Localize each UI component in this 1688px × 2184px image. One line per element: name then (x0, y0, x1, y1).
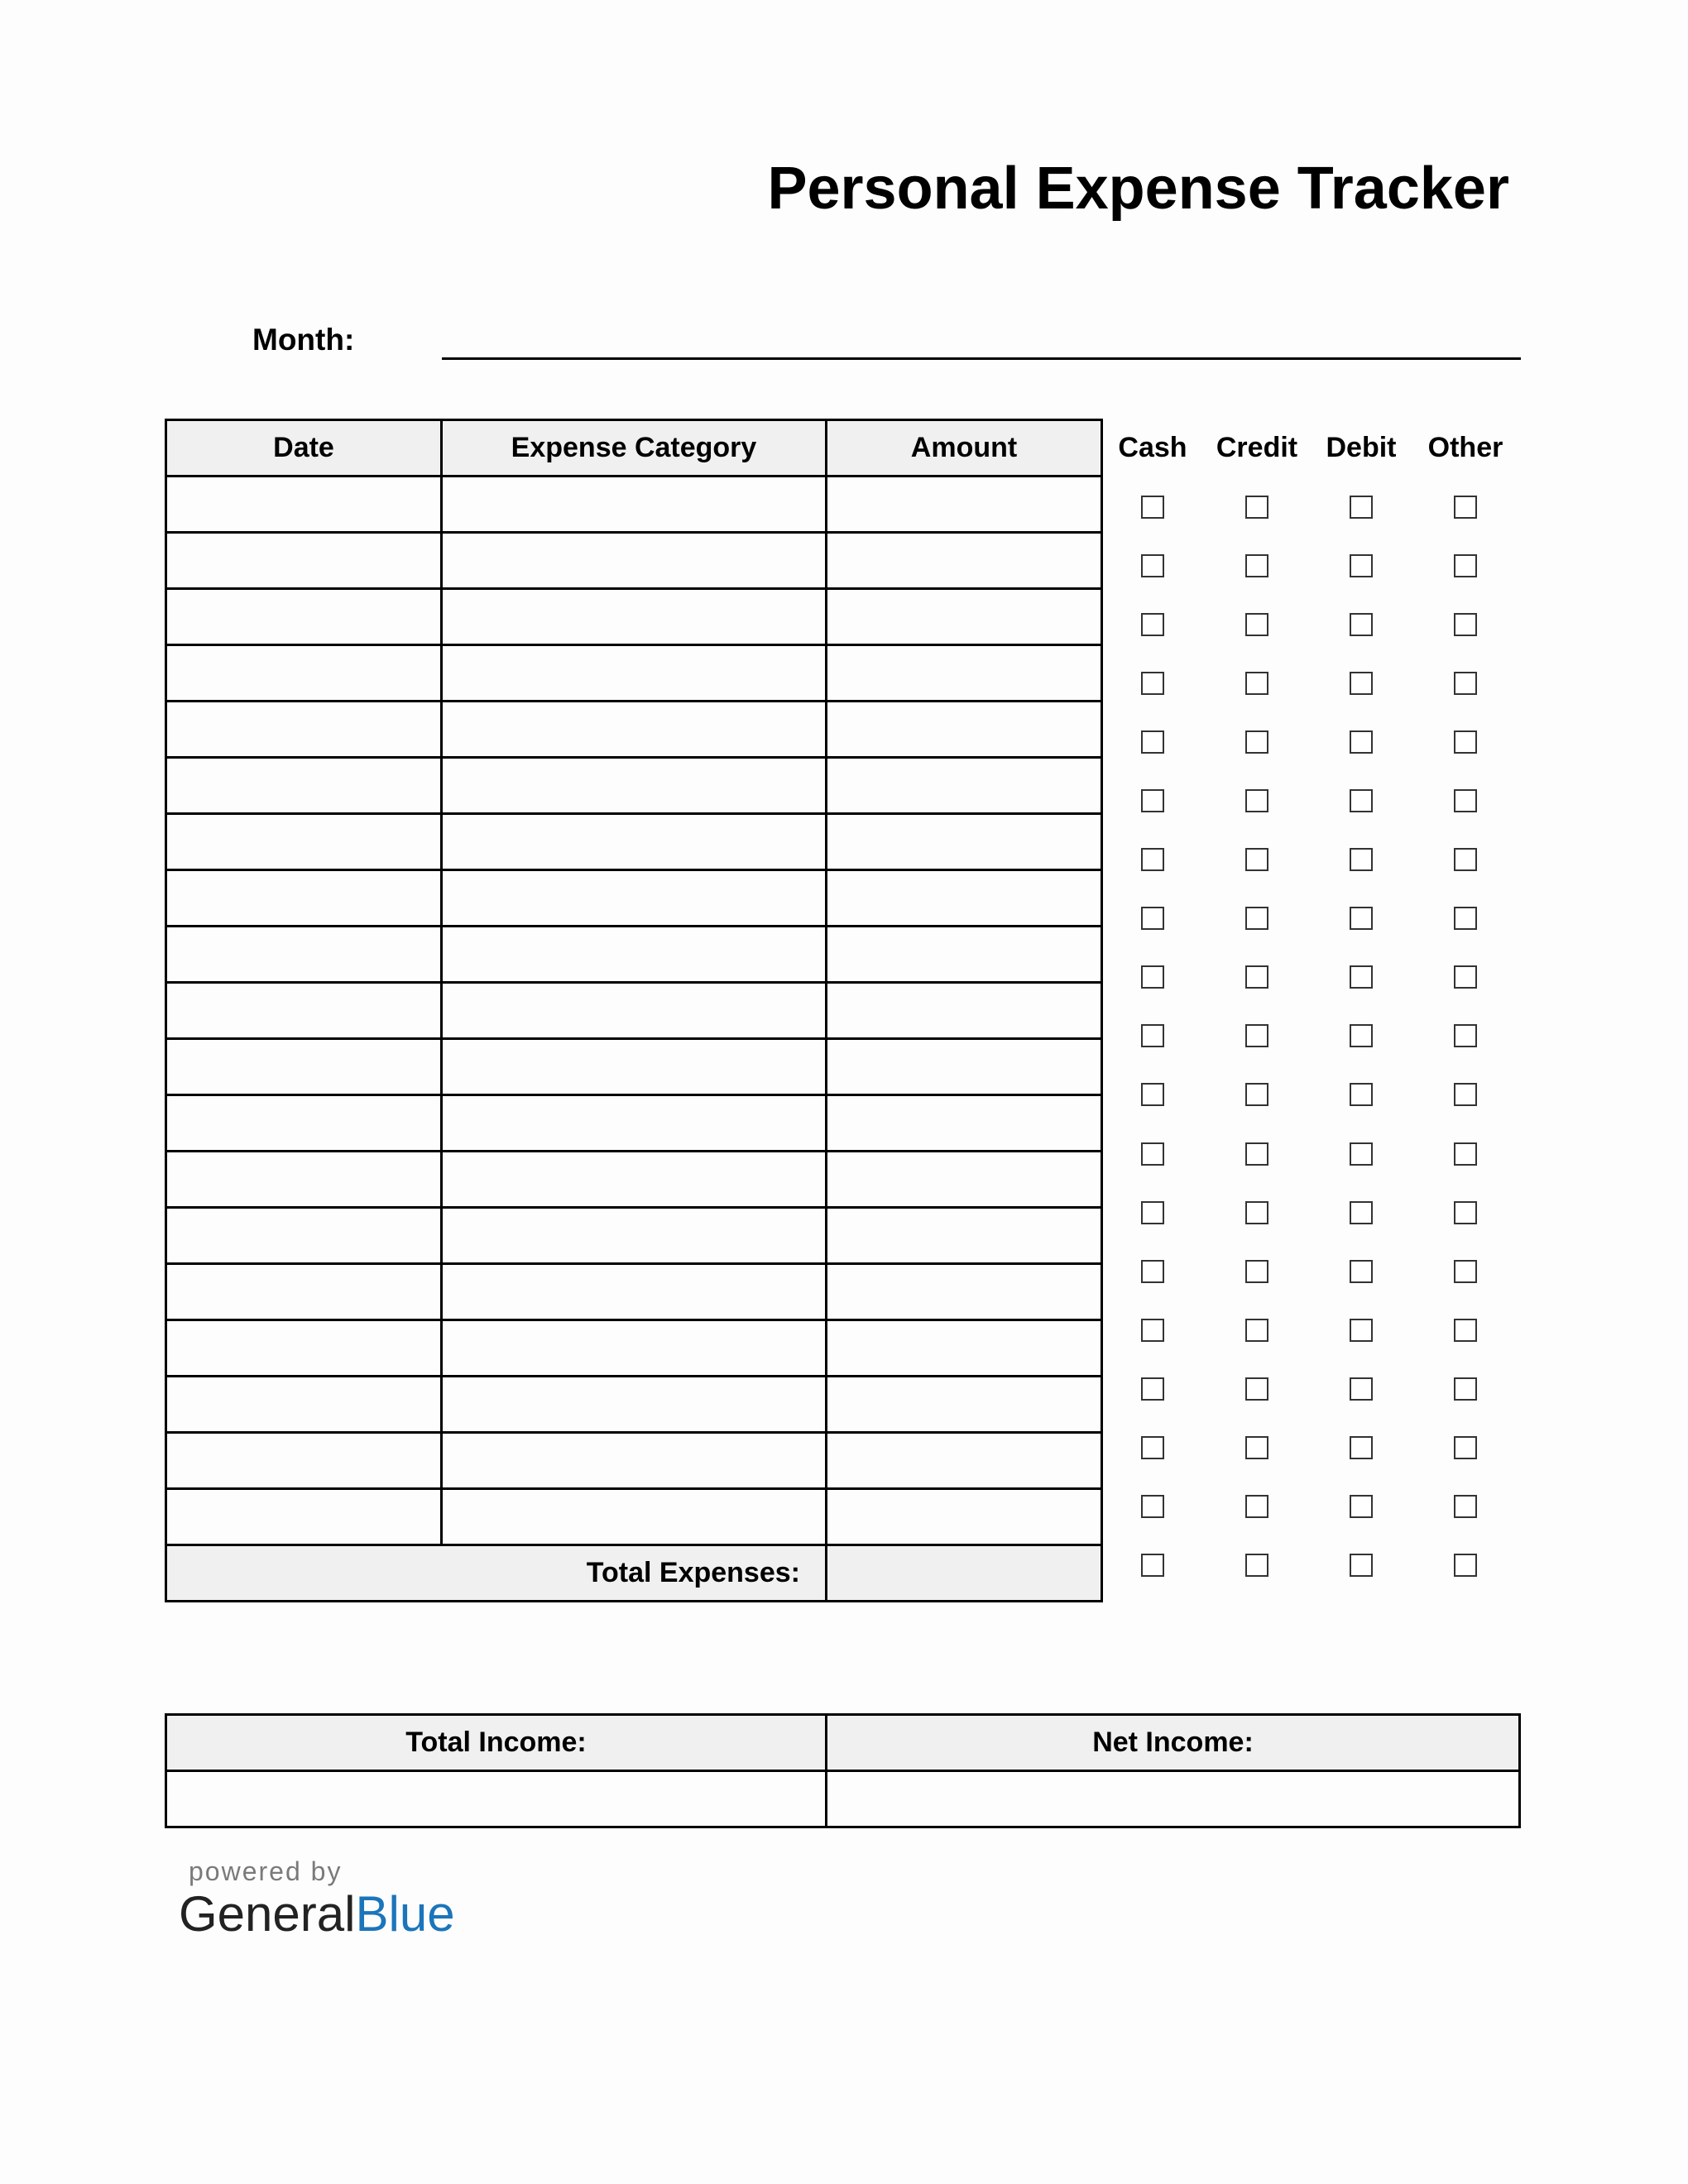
date-cell[interactable] (166, 1152, 442, 1208)
checkbox-cell (1101, 1377, 1205, 1401)
checkbox-cell (1309, 1319, 1413, 1342)
amount-cell[interactable] (827, 1377, 1102, 1433)
checkbox-cell (1205, 672, 1309, 695)
expense-category-cell[interactable] (442, 1320, 827, 1377)
amount-cell[interactable] (827, 589, 1102, 645)
checkbox-cell (1309, 907, 1413, 930)
checkbox-cell (1413, 1142, 1518, 1166)
cash-checkbox[interactable] (1141, 789, 1164, 812)
other-checkbox[interactable] (1454, 496, 1477, 519)
date-cell[interactable] (166, 814, 442, 870)
checkbox-cell (1309, 1201, 1413, 1224)
checkbox-cell (1205, 554, 1309, 577)
checkbox-row (1101, 771, 1531, 830)
credit-checkbox[interactable] (1245, 1201, 1268, 1224)
date-cell[interactable] (166, 589, 442, 645)
cash-checkbox[interactable] (1141, 1554, 1164, 1577)
date-cell[interactable] (166, 758, 442, 814)
other-checkbox[interactable] (1454, 1377, 1477, 1401)
credit-checkbox[interactable] (1245, 789, 1268, 812)
checkbox-cell (1413, 1436, 1518, 1459)
credit-checkbox[interactable] (1245, 1495, 1268, 1518)
other-checkbox[interactable] (1454, 1083, 1477, 1106)
expense-category-cell[interactable] (442, 1152, 827, 1208)
table-row (166, 1320, 1102, 1377)
income-table (165, 1713, 1521, 1828)
table-row (166, 758, 1102, 814)
checkbox-cell (1413, 965, 1518, 989)
checkbox-cell (1309, 554, 1413, 577)
checkbox-row (1101, 1007, 1531, 1066)
debit-checkbox[interactable] (1350, 1083, 1373, 1106)
other-checkbox[interactable] (1454, 1436, 1477, 1459)
checkbox-cell (1309, 965, 1413, 989)
expense-category-cell[interactable] (442, 702, 827, 758)
checkbox-row (1101, 889, 1531, 948)
brand-name-part1: General (179, 1886, 356, 1942)
expense-category-cell[interactable] (442, 927, 827, 983)
checkbox-cell (1205, 1436, 1309, 1459)
cash-checkbox[interactable] (1141, 496, 1164, 519)
credit-checkbox[interactable] (1245, 1436, 1268, 1459)
checkbox-cell (1413, 1260, 1518, 1283)
date-cell[interactable] (166, 477, 442, 533)
checkbox-cell (1309, 1260, 1413, 1283)
debit-checkbox[interactable] (1350, 789, 1373, 812)
amount-cell[interactable] (827, 1152, 1102, 1208)
checkbox-cell (1309, 848, 1413, 871)
date-cell[interactable] (166, 1208, 442, 1264)
total-expenses-row (166, 1545, 1102, 1602)
checkbox-cell (1205, 848, 1309, 871)
checkbox-cell (1413, 1495, 1518, 1518)
checkbox-cell (1413, 730, 1518, 754)
date-cell[interactable] (166, 927, 442, 983)
cash-checkbox[interactable] (1141, 1319, 1164, 1342)
column-header-date: Date (166, 420, 442, 477)
checkbox-cell (1101, 1024, 1205, 1047)
checkbox-row (1101, 1124, 1531, 1183)
expense-table (165, 419, 1103, 1602)
other-checkbox[interactable] (1454, 1319, 1477, 1342)
expense-category-cell[interactable] (442, 1377, 827, 1433)
date-cell[interactable] (166, 870, 442, 927)
checkbox-cell (1413, 907, 1518, 930)
checkbox-cell (1205, 1319, 1309, 1342)
other-checkbox[interactable] (1454, 789, 1477, 812)
cash-checkbox[interactable] (1141, 1024, 1164, 1047)
credit-checkbox[interactable] (1245, 554, 1268, 577)
checkbox-row (1101, 1536, 1531, 1595)
expense-table-body (166, 477, 1102, 1545)
amount-cell[interactable] (827, 983, 1102, 1039)
payment-method-checkbox-grid (1101, 477, 1531, 1595)
checkbox-row (1101, 1066, 1531, 1124)
month-label: Month: (252, 323, 355, 357)
debit-checkbox[interactable] (1350, 1377, 1373, 1401)
expense-category-cell[interactable] (442, 589, 827, 645)
amount-cell[interactable] (827, 1039, 1102, 1095)
amount-cell[interactable] (827, 645, 1102, 702)
checkbox-row (1101, 1478, 1531, 1536)
checkbox-cell (1101, 907, 1205, 930)
other-checkbox[interactable] (1454, 965, 1477, 989)
checkbox-cell (1413, 672, 1518, 695)
cash-checkbox[interactable] (1141, 1495, 1164, 1518)
credit-checkbox[interactable] (1245, 1083, 1268, 1106)
checkbox-cell (1413, 1319, 1518, 1342)
date-cell[interactable] (166, 1320, 442, 1377)
expense-category-cell[interactable] (442, 983, 827, 1039)
other-checkbox[interactable] (1454, 613, 1477, 636)
checkbox-row (1101, 595, 1531, 654)
net-income-label: Net Income: (827, 1715, 1520, 1771)
cash-checkbox[interactable] (1141, 1201, 1164, 1224)
table-row (166, 1264, 1102, 1320)
checkbox-cell (1309, 1024, 1413, 1047)
checkbox-cell (1101, 1142, 1205, 1166)
date-cell[interactable] (166, 1039, 442, 1095)
date-cell[interactable] (166, 533, 442, 589)
table-row (166, 1208, 1102, 1264)
payment-header-cash: Cash (1118, 432, 1187, 463)
amount-cell[interactable] (827, 1433, 1102, 1489)
expense-category-cell[interactable] (442, 1433, 827, 1489)
checkbox-cell (1205, 1554, 1309, 1577)
table-row (166, 927, 1102, 983)
expense-category-cell[interactable] (442, 814, 827, 870)
table-row (166, 1377, 1102, 1433)
cash-checkbox[interactable] (1141, 672, 1164, 695)
amount-cell[interactable] (827, 702, 1102, 758)
checkbox-cell (1205, 789, 1309, 812)
amount-cell[interactable] (827, 1095, 1102, 1152)
checkbox-cell (1101, 1319, 1205, 1342)
debit-checkbox[interactable] (1350, 496, 1373, 519)
month-field[interactable] (442, 357, 1521, 360)
cash-checkbox[interactable] (1141, 1436, 1164, 1459)
credit-checkbox[interactable] (1245, 672, 1268, 695)
checkbox-cell (1205, 613, 1309, 636)
other-checkbox[interactable] (1454, 1024, 1477, 1047)
date-cell[interactable] (166, 1377, 442, 1433)
checkbox-cell (1101, 1436, 1205, 1459)
checkbox-cell (1101, 1201, 1205, 1224)
amount-cell[interactable] (827, 870, 1102, 927)
date-cell[interactable] (166, 702, 442, 758)
checkbox-cell (1205, 1495, 1309, 1518)
debit-checkbox[interactable] (1350, 1495, 1373, 1518)
checkbox-cell (1309, 730, 1413, 754)
other-checkbox[interactable] (1454, 1260, 1477, 1283)
debit-checkbox[interactable] (1350, 672, 1373, 695)
checkbox-cell (1413, 1083, 1518, 1106)
debit-checkbox[interactable] (1350, 965, 1373, 989)
date-cell[interactable] (166, 1264, 442, 1320)
other-checkbox[interactable] (1454, 554, 1477, 577)
cash-checkbox[interactable] (1141, 613, 1164, 636)
credit-checkbox[interactable] (1245, 1319, 1268, 1342)
checkbox-cell (1205, 1142, 1309, 1166)
expense-table-header (166, 420, 1102, 477)
checkbox-row (1101, 831, 1531, 889)
checkbox-row (1101, 948, 1531, 1007)
table-row (166, 533, 1102, 589)
amount-cell[interactable] (827, 1264, 1102, 1320)
debit-checkbox[interactable] (1350, 554, 1373, 577)
checkbox-cell (1413, 554, 1518, 577)
amount-cell[interactable] (827, 1208, 1102, 1264)
amount-cell[interactable] (827, 758, 1102, 814)
total-expenses-value[interactable] (827, 1545, 1102, 1602)
checkbox-cell (1101, 1495, 1205, 1518)
cash-checkbox[interactable] (1141, 1083, 1164, 1106)
credit-checkbox[interactable] (1245, 848, 1268, 871)
credit-checkbox[interactable] (1245, 496, 1268, 519)
checkbox-row (1101, 1242, 1531, 1300)
checkbox-cell (1205, 965, 1309, 989)
checkbox-cell (1205, 1201, 1309, 1224)
credit-checkbox[interactable] (1245, 1554, 1268, 1577)
payment-header-credit: Credit (1216, 432, 1298, 463)
checkbox-row (1101, 1300, 1531, 1359)
checkbox-cell (1413, 1024, 1518, 1047)
checkbox-cell (1309, 1495, 1413, 1518)
credit-checkbox[interactable] (1245, 730, 1268, 754)
credit-checkbox[interactable] (1245, 1377, 1268, 1401)
checkbox-cell (1101, 1260, 1205, 1283)
debit-checkbox[interactable] (1350, 1436, 1373, 1459)
amount-cell[interactable] (827, 927, 1102, 983)
income-table-values (166, 1771, 1520, 1827)
expense-category-cell[interactable] (442, 870, 827, 927)
cash-checkbox[interactable] (1141, 848, 1164, 871)
payment-header-debit: Debit (1326, 432, 1397, 463)
debit-checkbox[interactable] (1350, 1142, 1373, 1166)
amount-cell[interactable] (827, 477, 1102, 533)
date-cell[interactable] (166, 645, 442, 702)
expense-category-cell[interactable] (442, 533, 827, 589)
table-row (166, 702, 1102, 758)
table-row (166, 477, 1102, 533)
checkbox-cell (1101, 1554, 1205, 1577)
checkbox-cell (1101, 672, 1205, 695)
checkbox-cell (1309, 1377, 1413, 1401)
credit-checkbox[interactable] (1245, 613, 1268, 636)
expense-category-cell[interactable] (442, 1264, 827, 1320)
debit-checkbox[interactable] (1350, 1024, 1373, 1047)
checkbox-cell (1205, 1377, 1309, 1401)
other-checkbox[interactable] (1454, 1201, 1477, 1224)
checkbox-row (1101, 654, 1531, 712)
table-row (166, 645, 1102, 702)
checkbox-cell (1101, 496, 1205, 519)
credit-checkbox[interactable] (1245, 965, 1268, 989)
cash-checkbox[interactable] (1141, 965, 1164, 989)
checkbox-cell (1101, 730, 1205, 754)
checkbox-cell (1309, 1083, 1413, 1106)
debit-checkbox[interactable] (1350, 1319, 1373, 1342)
checkbox-cell (1309, 613, 1413, 636)
table-row (166, 983, 1102, 1039)
expense-category-cell[interactable] (442, 758, 827, 814)
total-income-value[interactable] (166, 1771, 827, 1827)
other-checkbox[interactable] (1454, 1554, 1477, 1577)
checkbox-cell (1205, 730, 1309, 754)
checkbox-row (1101, 477, 1531, 536)
other-checkbox[interactable] (1454, 1495, 1477, 1518)
table-row (166, 1152, 1102, 1208)
checkbox-cell (1413, 1201, 1518, 1224)
credit-checkbox[interactable] (1245, 1142, 1268, 1166)
payment-method-header (1101, 419, 1531, 477)
cash-checkbox[interactable] (1141, 730, 1164, 754)
cash-checkbox[interactable] (1141, 907, 1164, 930)
column-header-expense-category: Expense Category (442, 420, 827, 477)
checkbox-cell (1101, 554, 1205, 577)
cash-checkbox[interactable] (1141, 1260, 1164, 1283)
other-checkbox[interactable] (1454, 1142, 1477, 1166)
date-cell[interactable] (166, 1433, 442, 1489)
other-checkbox[interactable] (1454, 907, 1477, 930)
checkbox-cell (1205, 1024, 1309, 1047)
checkbox-cell (1309, 1436, 1413, 1459)
checkbox-cell (1101, 1083, 1205, 1106)
income-table-header (166, 1715, 1520, 1771)
net-income-value[interactable] (827, 1771, 1520, 1827)
table-row (166, 1039, 1102, 1095)
other-checkbox[interactable] (1454, 672, 1477, 695)
powered-by-text: powered by (189, 1856, 343, 1886)
cash-checkbox[interactable] (1141, 554, 1164, 577)
checkbox-cell (1205, 496, 1309, 519)
amount-cell[interactable] (827, 533, 1102, 589)
checkbox-cell (1309, 496, 1413, 519)
checkbox-cell (1101, 613, 1205, 636)
checkbox-cell (1413, 789, 1518, 812)
checkbox-cell (1309, 1554, 1413, 1577)
cash-checkbox[interactable] (1141, 1377, 1164, 1401)
total-expenses-label: Total Expenses: (166, 1545, 827, 1602)
checkbox-cell (1413, 613, 1518, 636)
checkbox-cell (1101, 965, 1205, 989)
checkbox-cell (1101, 848, 1205, 871)
generalblue-logo (179, 1886, 455, 1942)
expense-category-cell[interactable] (442, 1489, 827, 1545)
credit-checkbox[interactable] (1245, 907, 1268, 930)
page-title: Personal Expense Tracker (767, 156, 1509, 222)
checkbox-row (1101, 1419, 1531, 1478)
table-row (166, 1095, 1102, 1152)
debit-checkbox[interactable] (1350, 1260, 1373, 1283)
checkbox-cell (1413, 1554, 1518, 1577)
debit-checkbox[interactable] (1350, 848, 1373, 871)
credit-checkbox[interactable] (1245, 1024, 1268, 1047)
amount-cell[interactable] (827, 1320, 1102, 1377)
expense-category-cell[interactable] (442, 1095, 827, 1152)
table-row (166, 1489, 1102, 1545)
expense-category-cell[interactable] (442, 645, 827, 702)
date-cell[interactable] (166, 983, 442, 1039)
checkbox-cell (1205, 1260, 1309, 1283)
column-header-amount: Amount (827, 420, 1102, 477)
checkbox-cell (1101, 789, 1205, 812)
amount-cell[interactable] (827, 814, 1102, 870)
expense-category-cell[interactable] (442, 477, 827, 533)
checkbox-row (1101, 712, 1531, 771)
table-row (166, 814, 1102, 870)
table-row (166, 870, 1102, 927)
amount-cell[interactable] (827, 1489, 1102, 1545)
total-income-label: Total Income: (166, 1715, 827, 1771)
table-row (166, 589, 1102, 645)
credit-checkbox[interactable] (1245, 1260, 1268, 1283)
checkbox-cell (1413, 848, 1518, 871)
table-row (166, 1433, 1102, 1489)
debit-checkbox[interactable] (1350, 1554, 1373, 1577)
debit-checkbox[interactable] (1350, 1201, 1373, 1224)
expense-category-cell[interactable] (442, 1039, 827, 1095)
debit-checkbox[interactable] (1350, 613, 1373, 636)
date-cell[interactable] (166, 1095, 442, 1152)
date-cell[interactable] (166, 1489, 442, 1545)
checkbox-cell (1413, 496, 1518, 519)
expense-category-cell[interactable] (442, 1208, 827, 1264)
checkbox-row (1101, 1183, 1531, 1242)
checkbox-cell (1309, 789, 1413, 812)
payment-header-other: Other (1427, 432, 1503, 463)
checkbox-row (1101, 536, 1531, 595)
debit-checkbox[interactable] (1350, 907, 1373, 930)
checkbox-cell (1309, 1142, 1413, 1166)
other-checkbox[interactable] (1454, 730, 1477, 754)
other-checkbox[interactable] (1454, 848, 1477, 871)
checkbox-cell (1205, 1083, 1309, 1106)
brand-name-part2: Blue (355, 1886, 455, 1942)
checkbox-row (1101, 1359, 1531, 1418)
cash-checkbox[interactable] (1141, 1142, 1164, 1166)
checkbox-cell (1309, 672, 1413, 695)
checkbox-cell (1205, 907, 1309, 930)
debit-checkbox[interactable] (1350, 730, 1373, 754)
checkbox-cell (1413, 1377, 1518, 1401)
